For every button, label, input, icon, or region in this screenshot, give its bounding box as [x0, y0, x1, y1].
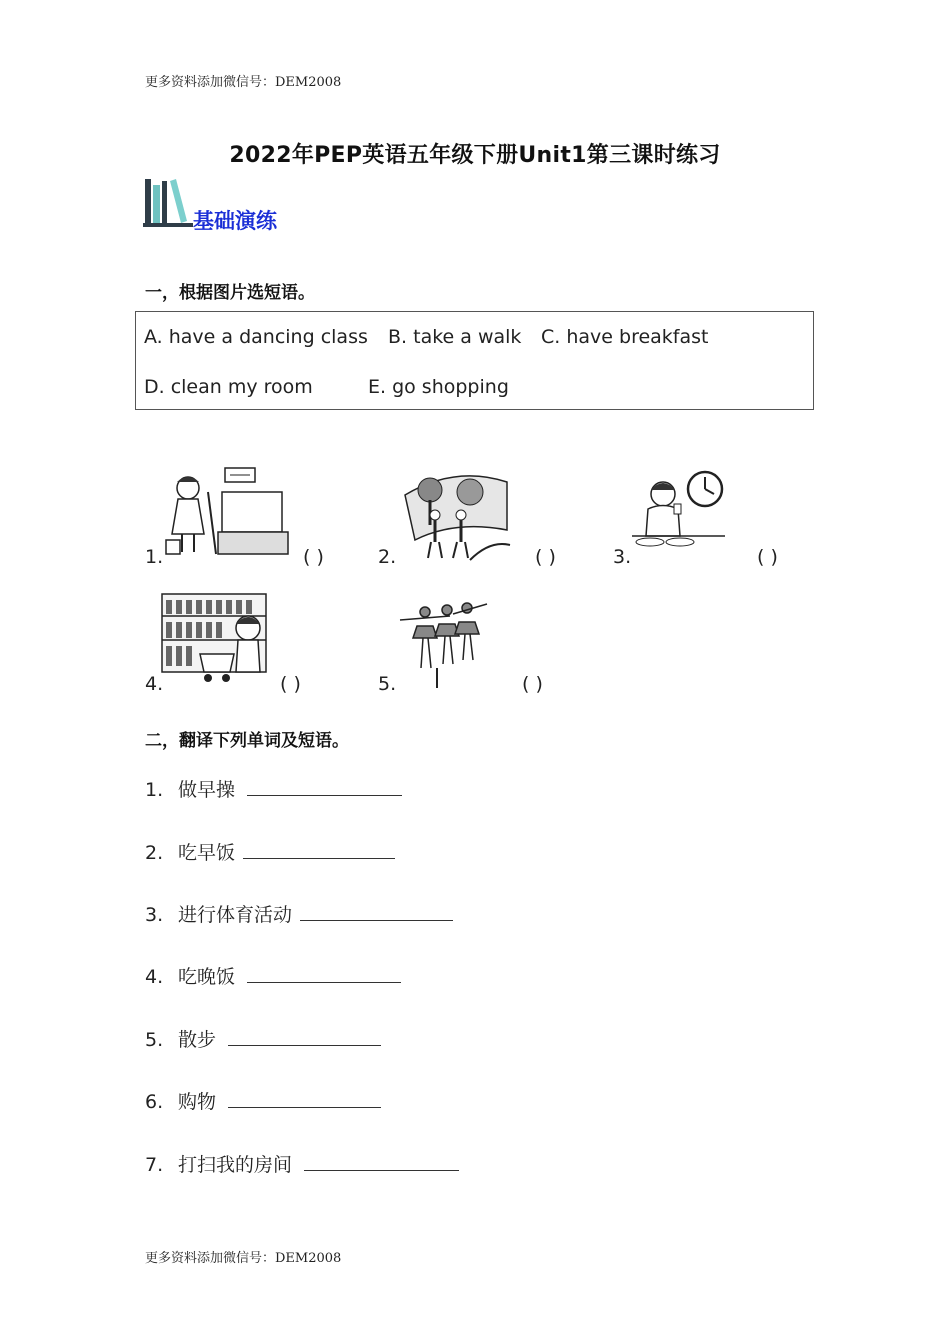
option-c: C. have breakfast: [541, 326, 709, 348]
options-box: [135, 311, 814, 410]
header-note: 更多资料添加微信号：DEM2008: [145, 75, 342, 90]
answer-parentheses[interactable]: ( ): [535, 546, 556, 568]
translation-item: 4. 吃晚饭: [145, 962, 401, 989]
section-badge: [143, 175, 313, 235]
item-number: 5.: [378, 673, 397, 695]
translation-item: 5. 散步: [145, 1025, 381, 1052]
books-icon: [143, 175, 195, 231]
answer-blank[interactable]: [304, 1169, 459, 1171]
answer-blank[interactable]: [228, 1106, 381, 1108]
answer-parentheses[interactable]: ( ): [522, 673, 543, 695]
part1-heading: 一，根据图片选短语。: [145, 283, 315, 303]
translation-item: 1. 做早操: [145, 775, 402, 802]
answer-parentheses[interactable]: ( ): [303, 546, 324, 568]
item-number: 1.: [145, 546, 164, 568]
answer-parentheses[interactable]: ( ): [280, 673, 301, 695]
dancing-class-picture: [395, 598, 495, 690]
girl-shopping-picture: [160, 592, 268, 687]
answer-blank[interactable]: [300, 919, 453, 921]
answer-blank[interactable]: [243, 857, 395, 859]
item-number: 3.: [613, 546, 632, 568]
footer-note: 更多资料添加微信号：DEM2008: [145, 1251, 342, 1266]
part2-heading: 二，翻译下列单词及短语。: [145, 731, 349, 751]
translation-item: 6. 购物: [145, 1087, 381, 1114]
girl-cleaning-room-picture: [160, 462, 290, 558]
option-a: A. have a dancing class: [144, 326, 368, 348]
translation-item: 3. 进行体育活动: [145, 900, 453, 927]
page-title: 2022年PEP英语五年级下册Unit1第三课时练习: [229, 143, 721, 168]
translation-item: 7. 打扫我的房间: [145, 1150, 459, 1177]
item-number: 4.: [145, 673, 164, 695]
option-b: B. take a walk: [388, 326, 522, 348]
section-label: 基础演练: [193, 209, 277, 233]
item-number: 2.: [378, 546, 397, 568]
answer-blank[interactable]: [247, 794, 402, 796]
boy-having-breakfast-picture: [630, 464, 730, 560]
option-e: E. go shopping: [368, 376, 509, 398]
answer-blank[interactable]: [228, 1044, 381, 1046]
answer-blank[interactable]: [247, 981, 401, 983]
translation-item: 2. 吃早饭: [145, 838, 395, 865]
answer-parentheses[interactable]: ( ): [757, 546, 778, 568]
option-d: D. clean my room: [144, 376, 313, 398]
people-walking-picture: [395, 470, 515, 565]
